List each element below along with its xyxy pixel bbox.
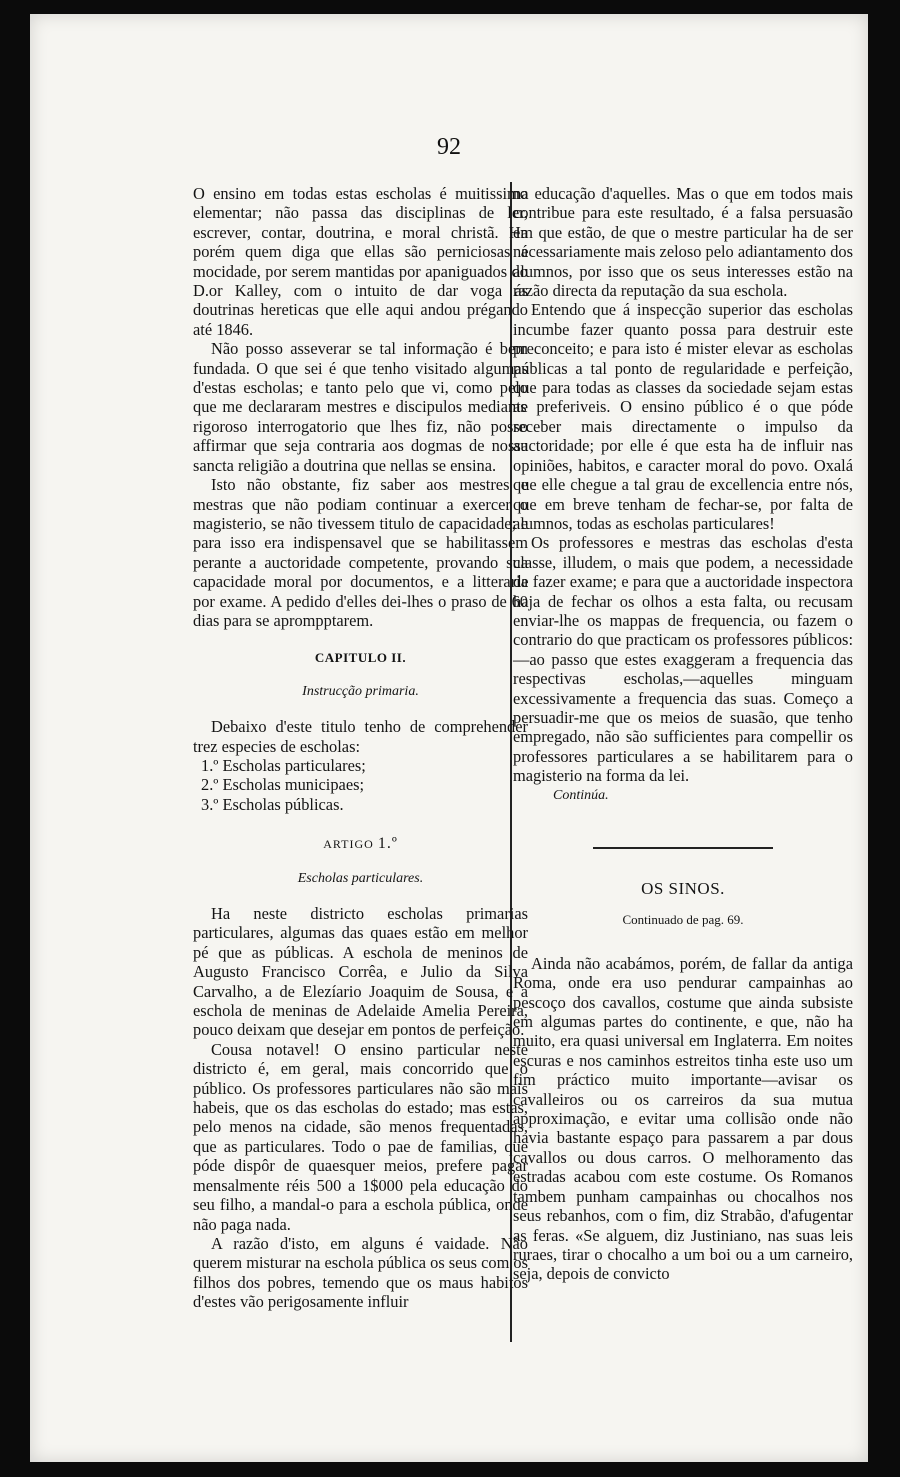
left-column bbox=[193, 184, 528, 1312]
section-rule bbox=[593, 847, 773, 849]
right-paragraph-3: Os professores e mestras das escholas d'esta classe, illudem, o mais que podem, a necessidade de fazer exame; e para que a auctoridade inspectora haja de fechar os olhos a esta falta, ou recusam enviar-lhe os mappas de frequencia, ou fazem o contrario do que practicam os professores públicos:—ao passo que estes exaggeram a frequencia das respectivas escholas,—aquelles minguam excessivamente a frequencia das suas. Começo a persuadir-me que os meios de suasão, que tenho empregado, não são sufficientes para compellir os professores particulares a se habilitarem para o magisterio na forma da lei. bbox=[513, 533, 853, 786]
left-paragraph-1: O ensino em todas estas escholas é muitissimo elementar; não passa das disciplinas de ler, escrever, contar, doutrina, e moral christã. Ha porém quem diga que ellas são perniciosas á mocidade, por serem mantidas por apaniguados do D.or Kalley, com o intuito de dar voga ás doutrinas hereticas que elle aqui andou prégando até 1846. bbox=[193, 184, 528, 339]
page-number: 92 bbox=[437, 134, 461, 160]
list-item: 1.º Escholas particulares; bbox=[201, 755, 366, 775]
list-item: 3.º Escholas públicas. bbox=[201, 794, 344, 814]
right-paragraph-4: Ainda não acabámos, porém, de fallar da antiga Roma, onde era uso pendurar campainhas ao pescoço dos cavallos, costume que ainda subsiste em algumas partes do continente, e que, não ha muito, era quasi universal em Inglaterra. Em noites escuras e nos caminhos estreitos tinha este uso um fim práctico muito importante—avisar os cavalleiros ou os carreiros da sua mutua approximação, e evitar uma collisão onde não havia bastante espaço para passarem a par dous cavallos ou dous carros. O melhoramento das estradas acabou com este costume. Os Romanos tambem punham campainhas ou chocalhos nos seus rebanhos, com o fim, diz Strabão, d'afugentar as feras. «Se alguem, diz Justiniano, nas suas leis ruraes, tirar o chocalho a um boi ou a um carneiro, seja, depois de convicto bbox=[513, 953, 853, 1284]
newspaper-page bbox=[30, 14, 868, 1462]
right-column bbox=[513, 184, 853, 1284]
list-item: 2.º Escholas municipaes; bbox=[201, 775, 365, 795]
left-paragraph-7: A razão d'isto, em alguns é vaidade. Não querem misturar na eschola pública os seus com os filhos dos pobres, temendo que os maus habitos d'estes vão perigosamente influir bbox=[193, 1233, 529, 1312]
article-number: 1.º bbox=[377, 835, 398, 853]
article-subtitle: Escholas particulares. bbox=[297, 870, 424, 886]
left-paragraph-4: Debaixo d'este titulo tenho de comprehender trez especies de escholas: bbox=[193, 717, 528, 756]
left-paragraph-6: Cousa notavel! O ensino particular neste districto é, em geral, mais concorrido que o público. Os professores particulares não são mais habeis, que os das escholas do estado; mas estas, pelo menos na cidade, são menos frequentadas, que as particulares. Todo o pae de familias, que póde dispôr de quaesquer meios, prefere pagar mensalmente réis 500 a 1$000 pela educação do seu filho, a mandal-o para a eschola pública, onde não paga nada. bbox=[193, 1039, 528, 1234]
article-heading bbox=[193, 834, 528, 854]
continued-from-note: Continuado de pag. 69. bbox=[622, 912, 744, 928]
left-paragraph-2: Não posso asseverar se tal informação é bem fundada. O que sei é que tenho visitado algumas d'estas escholas; e tanto pelo que vi, como pelo que me declararam mestres e discipulos mediante rigoroso interrogatorio que lhes fiz, não posso affirmar que seja contraria aos dogmas de nossa sancta religião a doutrina que nellas se ensina. bbox=[193, 339, 528, 475]
right-paragraph-1: na educação d'aquelles. Mas o que em todos mais contribue para este resultado, é a falsa persuasão em que estão, de que o mestre particular ha de ser necessariamente mais zeloso pelo adiantamento dos alumnos, por isso que os seus interesses estão na razão directa da reputação da sua eschola. bbox=[513, 184, 853, 301]
left-paragraph-5: Ha neste districto escholas primarias particulares, algumas das quaes estão em melhor pé que as públicas. A eschola de meninos de Augusto Francisco Corrêa, e Julio da Silva Carvalho, a de Elezíario Joaquim de Sousa, e a eschola de meninas de Adelaide Amelia Pereira, pouco deixam que desejar em pontos de perfeição. bbox=[193, 904, 528, 1040]
article-title: OS SINOS. bbox=[641, 879, 725, 898]
school-types-list bbox=[201, 756, 528, 814]
article-label: ARTIGO bbox=[323, 837, 374, 852]
chapter-heading: CAPITULO II. bbox=[314, 650, 407, 666]
right-paragraph-2: Entendo que á inspecção superior das escholas incumbe fazer quanto possa para destruir este preconceito; e para isto é mister elevar as escholas públicas a tal ponto de regularidade e perfeição, que para todas as classes da sociedade sejam estas as preferiveis. O ensino público é o que póde receber mais directamente o impulso da auctoridade; por elle é que esta ha de influir nas opiniões, habitos, e caracter moral do povo. Oxalá que elle chegue a tal grau de excellencia entre nós, que em breve tenham de fechar-se, por falta de alumnos, todas as escholas particulares! bbox=[513, 300, 853, 533]
continua-note: Continúa. bbox=[553, 787, 609, 803]
chapter-subtitle: Instrucção primaria. bbox=[302, 683, 419, 699]
left-paragraph-3: Isto não obstante, fiz saber aos mestres e mestras que não podiam continuar a exercer o magisterio, se não tivessem titulo de capacidade; e para isso era indispensavel que se habilitassem perante a auctoridade competente, provando sua capacidade moral por documentos, e a litteraria por exame. A pedido d'elles dei-lhes o praso de 60 dias para se aprompptarem. bbox=[193, 475, 528, 630]
